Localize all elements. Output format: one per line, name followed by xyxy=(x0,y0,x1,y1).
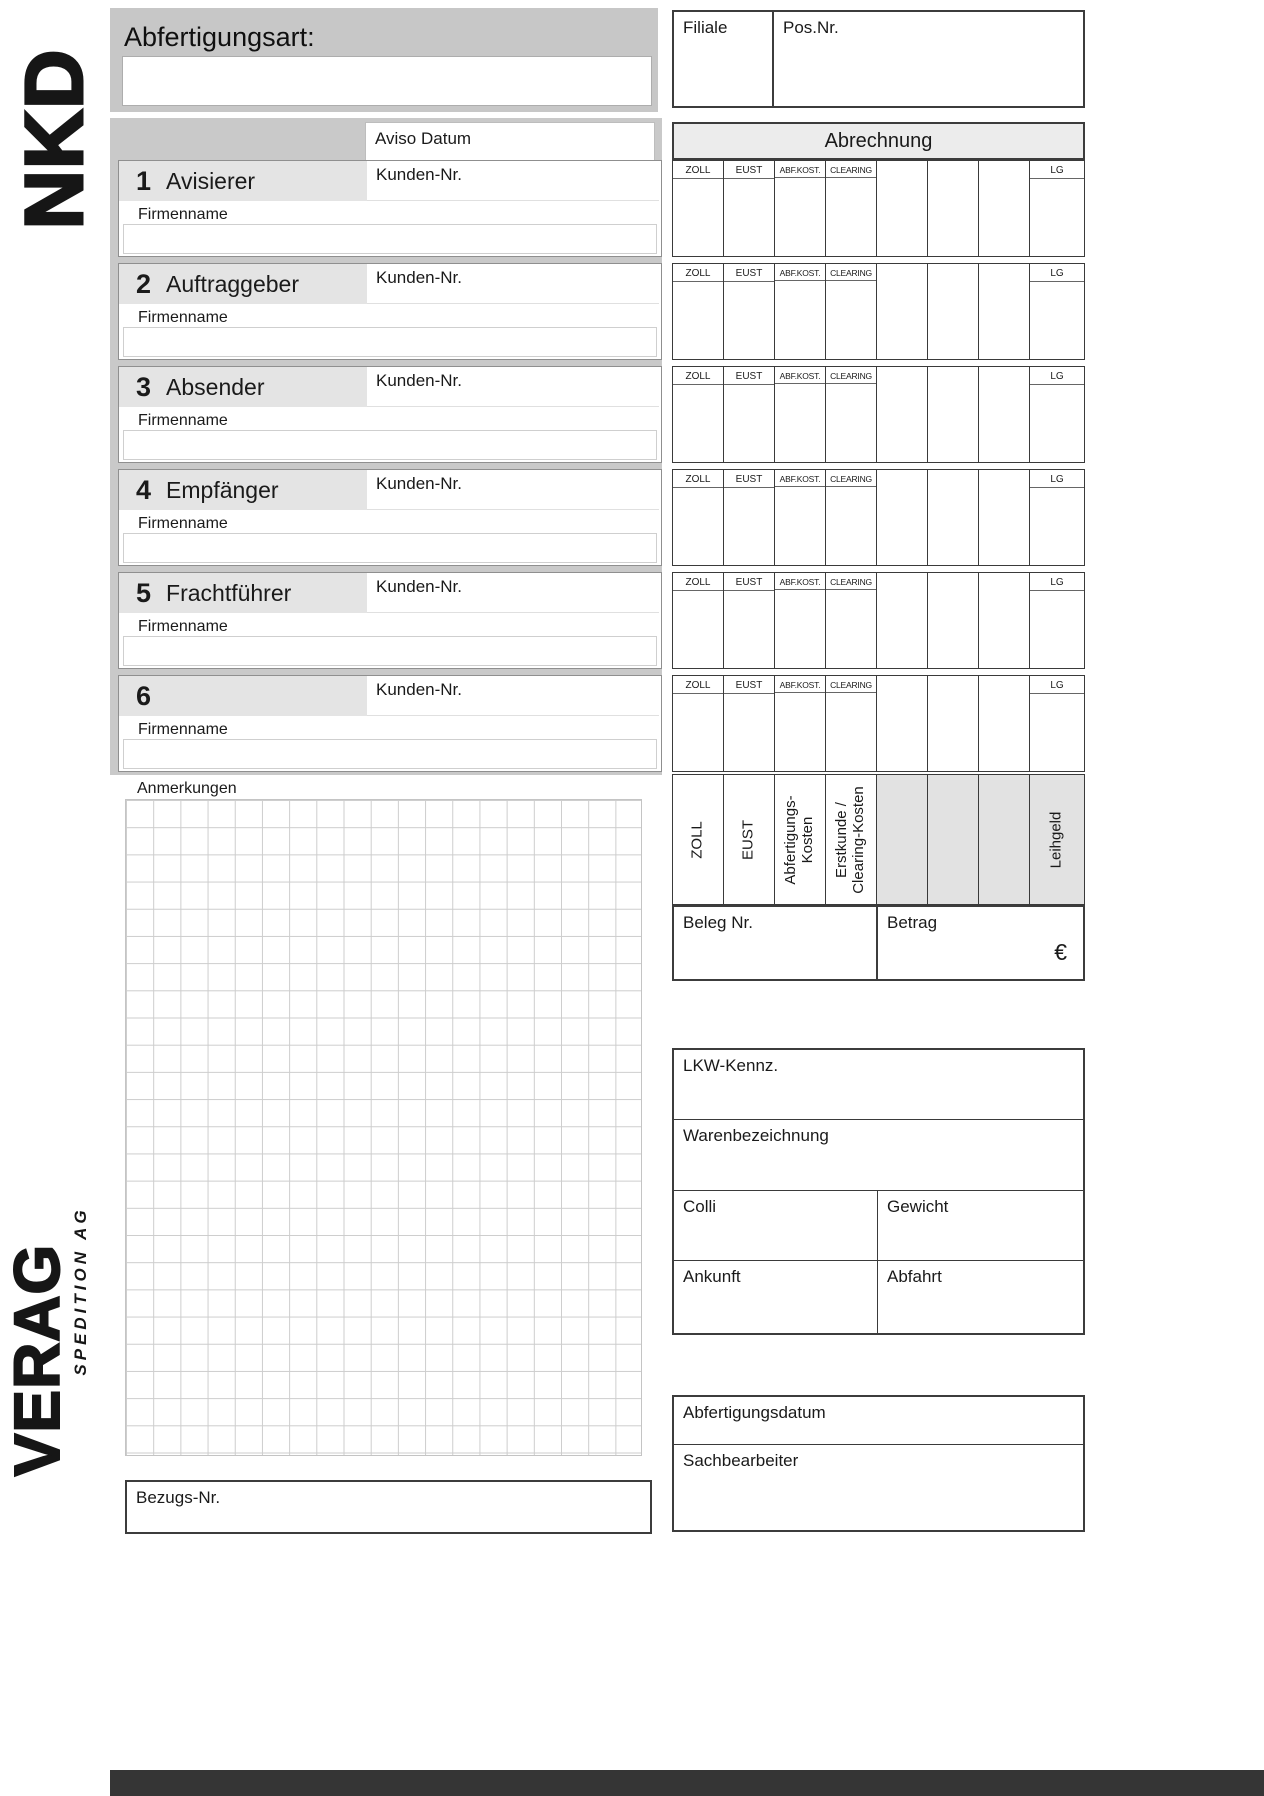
section-frachtfuehrer xyxy=(118,572,662,669)
leihgeld-legend-cell xyxy=(1030,775,1084,904)
lg-cell[interactable] xyxy=(1030,161,1084,256)
blank-cell[interactable] xyxy=(928,161,979,256)
blank-cell[interactable] xyxy=(877,676,928,771)
beleg-nr-field[interactable] xyxy=(674,907,878,979)
clearing-cell[interactable] xyxy=(826,470,877,565)
abfkost-cell[interactable] xyxy=(775,470,826,565)
section-number: 5 xyxy=(136,577,152,608)
clearing-cell[interactable] xyxy=(826,367,877,462)
abfkost-header: ABF.KOST. xyxy=(775,367,825,384)
blank-cell[interactable] xyxy=(979,161,1030,256)
zoll-legend: ZOLL xyxy=(688,820,706,859)
kunden-nr-field[interactable] xyxy=(367,470,659,510)
section-name: Empfänger xyxy=(166,476,279,503)
firmenname-label: Firmenname xyxy=(138,618,228,635)
kunden-nr-field[interactable] xyxy=(367,367,659,407)
section-number: 4 xyxy=(136,474,152,505)
kunden-nr-field[interactable] xyxy=(367,573,659,613)
zoll-cell[interactable] xyxy=(673,161,724,256)
blank-cell[interactable] xyxy=(928,676,979,771)
zoll-cell[interactable] xyxy=(673,367,724,462)
section-name: Frachtführer xyxy=(166,579,292,606)
bezugs-nr-label: Bezugs-Nr. xyxy=(136,1488,221,1507)
section-number: 3 xyxy=(136,371,152,402)
gewicht-label: Gewicht xyxy=(887,1197,949,1216)
firmenname-field[interactable] xyxy=(123,739,657,769)
clearing-header: CLEARING xyxy=(826,161,876,178)
clearing-cell[interactable] xyxy=(826,573,877,668)
kunden-nr-label: Kunden-Nr. xyxy=(376,577,462,596)
warenbezeichnung-field[interactable] xyxy=(674,1120,1083,1191)
colli-field[interactable] xyxy=(674,1191,878,1260)
abfkost-header: ABF.KOST. xyxy=(775,161,825,178)
blank-cell[interactable] xyxy=(979,573,1030,668)
zoll-header: ZOLL xyxy=(673,161,723,179)
abfahrt-field[interactable] xyxy=(878,1261,1083,1333)
section-number: 2 xyxy=(136,268,152,299)
firmenname-field[interactable] xyxy=(123,636,657,666)
section-title-strip xyxy=(119,470,367,510)
lg-header: LG xyxy=(1030,367,1084,385)
eust-header: EUST xyxy=(724,264,774,282)
clearing-header: CLEARING xyxy=(826,676,876,693)
section-name: Absender xyxy=(166,373,265,400)
aviso-datum-field[interactable] xyxy=(365,122,655,164)
bezugs-nr-field[interactable] xyxy=(125,1480,652,1534)
betrag-field[interactable] xyxy=(878,907,1083,979)
eust-header: EUST xyxy=(724,470,774,488)
nkd-logo-text: NKD xyxy=(9,48,100,230)
gewicht-field[interactable] xyxy=(878,1191,1083,1260)
kunden-nr-label: Kunden-Nr. xyxy=(376,165,462,184)
abfkost-header: ABF.KOST. xyxy=(775,573,825,590)
kunden-nr-field[interactable] xyxy=(367,264,659,304)
zoll-header: ZOLL xyxy=(673,573,723,591)
warenbezeichnung-label: Warenbezeichnung xyxy=(683,1126,829,1145)
zoll-cell[interactable] xyxy=(673,573,724,668)
section-title-strip xyxy=(119,264,367,304)
clearing-header: CLEARING xyxy=(826,264,876,281)
abrechnung-column-legend xyxy=(672,774,1085,905)
abfertigungskosten-legend: Abfertigungs-Kosten xyxy=(782,794,816,885)
abrechnung-row-3 xyxy=(672,366,1085,463)
blank-legend-cell xyxy=(979,775,1030,904)
blank-cell[interactable] xyxy=(979,264,1030,359)
blank-cell[interactable] xyxy=(979,367,1030,462)
ankunft-label: Ankunft xyxy=(683,1267,741,1286)
clearingkosten-legend-cell xyxy=(826,775,877,904)
zoll-header: ZOLL xyxy=(673,470,723,488)
zoll-cell[interactable] xyxy=(673,264,724,359)
blank-cell[interactable] xyxy=(877,573,928,668)
blank-legend-cell xyxy=(928,775,979,904)
firmenname-field[interactable] xyxy=(123,224,657,254)
blank-cell[interactable] xyxy=(877,367,928,462)
clearing-header: CLEARING xyxy=(826,470,876,487)
firmenname-label: Firmenname xyxy=(138,515,228,532)
euro-currency-symbol: € xyxy=(1054,939,1067,965)
section-title-strip xyxy=(119,676,367,716)
clearing-cell[interactable] xyxy=(826,264,877,359)
shipment-box xyxy=(672,1048,1085,1335)
abrechnung-row-1 xyxy=(672,160,1085,257)
section-avisierer xyxy=(118,160,662,257)
betrag-label: Betrag xyxy=(887,913,938,932)
firmenname-label: Firmenname xyxy=(138,412,228,429)
eust-cell[interactable] xyxy=(724,367,775,462)
abfkost-cell[interactable] xyxy=(775,676,826,771)
blank-cell[interactable] xyxy=(979,676,1030,771)
eust-cell[interactable] xyxy=(724,676,775,771)
leihgeld-legend: Leihgeld xyxy=(1047,811,1065,868)
spedition-ag-logo xyxy=(62,1196,100,1386)
abrechnung-row-5 xyxy=(672,572,1085,669)
abfahrt-label: Abfahrt xyxy=(887,1267,942,1286)
clearing-header: CLEARING xyxy=(826,573,876,590)
pos-nr-field[interactable] xyxy=(774,12,1083,106)
eust-header: EUST xyxy=(724,676,774,694)
abrechnung-row-2 xyxy=(672,263,1085,360)
section-title-strip xyxy=(119,573,367,613)
sachbearbeiter-label: Sachbearbeiter xyxy=(683,1451,799,1470)
abfkost-cell[interactable] xyxy=(775,573,826,668)
blank-cell[interactable] xyxy=(979,470,1030,565)
lg-cell[interactable] xyxy=(1030,573,1084,668)
zoll-header: ZOLL xyxy=(673,367,723,385)
zoll-header: ZOLL xyxy=(673,264,723,282)
blank-cell[interactable] xyxy=(928,573,979,668)
abfertigungskosten-legend-cell xyxy=(775,775,826,904)
abrechnung-row-6 xyxy=(672,675,1085,772)
firmenname-field[interactable] xyxy=(123,327,657,357)
zoll-header: ZOLL xyxy=(673,676,723,694)
kunden-nr-label: Kunden-Nr. xyxy=(376,474,462,493)
lg-header: LG xyxy=(1030,470,1084,488)
filiale-field[interactable] xyxy=(674,12,774,106)
firmenname-label: Firmenname xyxy=(138,206,228,223)
colli-gewicht-row xyxy=(674,1191,1083,1261)
ankunft-abfahrt-row xyxy=(674,1261,1083,1333)
clearingkosten-legend: Erstkunde / Clearing-Kosten xyxy=(833,785,867,894)
beleg-nr-label: Beleg Nr. xyxy=(683,913,753,932)
firmenname-field[interactable] xyxy=(123,533,657,563)
clearing-header: CLEARING xyxy=(826,367,876,384)
lg-cell[interactable] xyxy=(1030,367,1084,462)
clearing-cell[interactable] xyxy=(826,676,877,771)
lg-header: LG xyxy=(1030,676,1084,694)
eust-legend: EUST xyxy=(739,819,757,860)
filiale-label: Filiale xyxy=(683,18,728,37)
abfkost-cell[interactable] xyxy=(775,161,826,256)
pos-nr-label: Pos.Nr. xyxy=(783,18,839,37)
sachbearbeiter-field[interactable] xyxy=(674,1445,1083,1530)
blank-cell[interactable] xyxy=(877,161,928,256)
section-number: 6 xyxy=(136,680,152,711)
abfertigungsdatum-field[interactable] xyxy=(674,1397,1083,1445)
aviso-datum-label: Aviso Datum xyxy=(375,129,472,148)
eust-header: EUST xyxy=(724,573,774,591)
firmenname-label: Firmenname xyxy=(138,721,228,738)
ankunft-field[interactable] xyxy=(674,1261,878,1333)
blank-cell[interactable] xyxy=(928,367,979,462)
kunden-nr-field[interactable] xyxy=(367,161,659,201)
section-title-strip xyxy=(119,367,367,407)
abfertigungsart-field[interactable] xyxy=(122,56,652,106)
abfkost-header: ABF.KOST. xyxy=(775,470,825,487)
lkw-kennz-field[interactable] xyxy=(674,1050,1083,1120)
zoll-cell[interactable] xyxy=(673,470,724,565)
colli-label: Colli xyxy=(683,1197,717,1216)
filiale-pos-box xyxy=(672,10,1085,108)
eust-cell[interactable] xyxy=(724,161,775,256)
anmerkungen-label: Anmerkungen xyxy=(137,780,237,797)
lg-cell[interactable] xyxy=(1030,676,1084,771)
abrechnung-header: Abrechnung xyxy=(672,122,1085,160)
section-name: Avisierer xyxy=(166,167,256,194)
lg-header: LG xyxy=(1030,161,1084,179)
processing-box xyxy=(672,1395,1085,1532)
eust-legend-cell xyxy=(724,775,775,904)
verag-logo-text: VERAG xyxy=(1,1243,73,1477)
kunden-nr-field[interactable] xyxy=(367,676,659,716)
section-six xyxy=(118,675,662,772)
blank-cell[interactable] xyxy=(877,470,928,565)
abfkost-cell[interactable] xyxy=(775,367,826,462)
abrechnung-row-4 xyxy=(672,469,1085,566)
kunden-nr-label: Kunden-Nr. xyxy=(376,371,462,390)
abfertigungsdatum-label: Abfertigungsdatum xyxy=(683,1403,826,1422)
blank-cell[interactable] xyxy=(877,264,928,359)
anmerkungen-grid-field[interactable] xyxy=(125,799,642,1456)
lg-cell[interactable] xyxy=(1030,470,1084,565)
eust-cell[interactable] xyxy=(724,573,775,668)
zoll-cell[interactable] xyxy=(673,676,724,771)
abfkost-header: ABF.KOST. xyxy=(775,676,825,693)
beleg-betrag-box xyxy=(672,905,1085,981)
section-empfaenger xyxy=(118,469,662,566)
eust-header: EUST xyxy=(724,367,774,385)
eust-header: EUST xyxy=(724,161,774,179)
nkd-logo xyxy=(4,16,106,262)
eust-cell[interactable] xyxy=(724,264,775,359)
firmenname-field[interactable] xyxy=(123,430,657,460)
zoll-legend-cell xyxy=(673,775,724,904)
abfkost-header: ABF.KOST. xyxy=(775,264,825,281)
lg-header: LG xyxy=(1030,264,1084,282)
clearing-cell[interactable] xyxy=(826,161,877,256)
blank-legend-cell xyxy=(877,775,928,904)
lg-cell[interactable] xyxy=(1030,264,1084,359)
abfkost-cell[interactable] xyxy=(775,264,826,359)
section-title-strip xyxy=(119,161,367,201)
kunden-nr-label: Kunden-Nr. xyxy=(376,680,462,699)
blank-cell[interactable] xyxy=(928,470,979,565)
abfertigungsart-label: Abfertigungsart: xyxy=(124,22,315,52)
kunden-nr-label: Kunden-Nr. xyxy=(376,268,462,287)
lkw-kennz-label: LKW-Kennz. xyxy=(683,1056,779,1075)
section-name: Auftraggeber xyxy=(166,270,300,297)
firmenname-label: Firmenname xyxy=(138,309,228,326)
section-number: 1 xyxy=(136,165,152,196)
lg-header: LG xyxy=(1030,573,1084,591)
blank-cell[interactable] xyxy=(928,264,979,359)
section-absender xyxy=(118,366,662,463)
bottom-bar xyxy=(110,1770,1264,1796)
spedition-ag-text: SPEDITION AG xyxy=(71,1206,90,1376)
eust-cell[interactable] xyxy=(724,470,775,565)
section-auftraggeber xyxy=(118,263,662,360)
